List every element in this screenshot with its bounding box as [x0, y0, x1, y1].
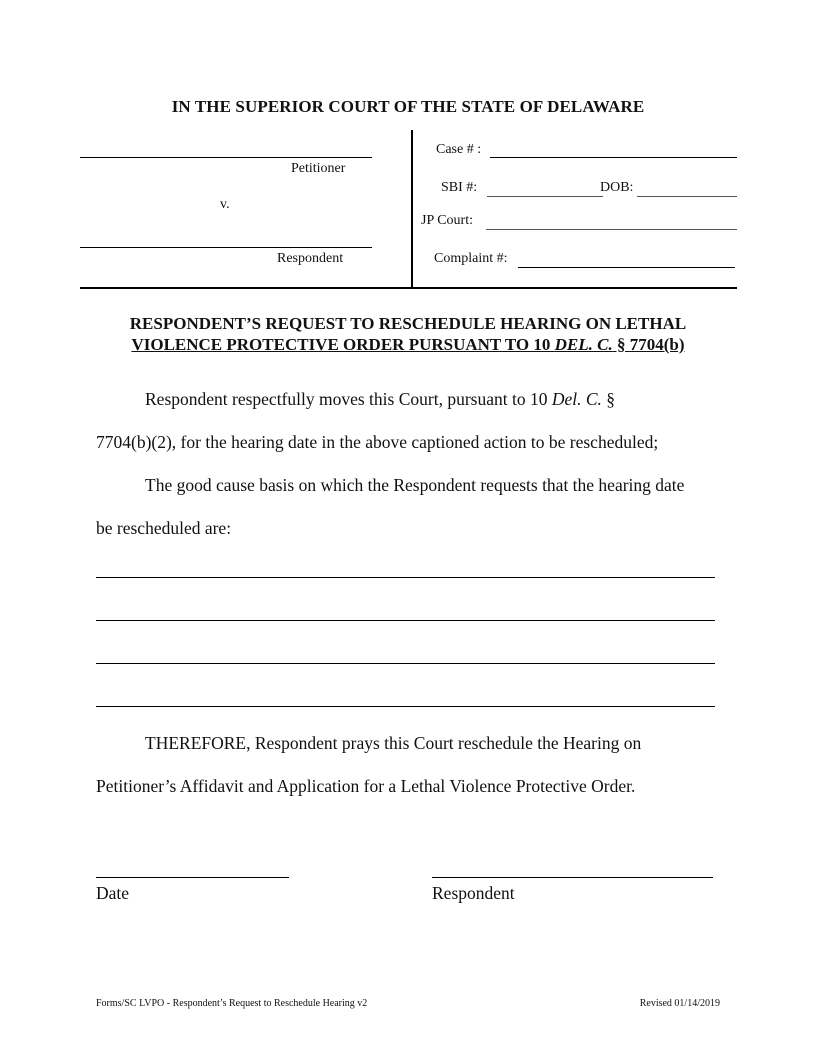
- paragraph-1-line-1: [145, 389, 615, 410]
- p1-italic: Del. C.: [551, 389, 602, 409]
- case-number-label: Case # :: [436, 142, 482, 157]
- footer-form-id: Forms/SC LVPO - Respondent’s Request to Reschedule Hearing v2: [96, 998, 368, 1009]
- date-signature-field[interactable]: [96, 877, 289, 878]
- paragraph-2-line-1: The good cause basis on which the Respondent requests that the hearing date: [145, 475, 685, 495]
- heading-line-2: [0, 334, 816, 355]
- heading-line-2-suffix: § 7704(b): [612, 335, 685, 354]
- versus-label: v.: [220, 197, 230, 212]
- petitioner-label: Petitioner: [291, 161, 346, 176]
- jp-court-label: JP Court:: [421, 213, 473, 228]
- caption-divider: [411, 130, 413, 288]
- paragraph-3-line-2: Petitioner’s Affidavit and Application for a Lethal Violence Protective Order.: [96, 776, 636, 796]
- heading-line-2-italic: DEL. C.: [554, 335, 613, 354]
- good-cause-line-1[interactable]: [96, 577, 715, 578]
- sbi-field[interactable]: [487, 196, 603, 197]
- caption-bottom-rule: [80, 287, 737, 289]
- paragraph-1-line-2: 7704(b)(2), for the hearing date in the above captioned action to be rescheduled;: [96, 432, 659, 452]
- sbi-label: SBI #:: [441, 180, 478, 195]
- document-heading: [0, 313, 816, 355]
- respondent-caption-label: Respondent: [277, 251, 344, 266]
- petitioner-name-field[interactable]: [80, 157, 372, 158]
- date-label: Date: [96, 883, 130, 903]
- respondent-name-field[interactable]: [80, 247, 372, 248]
- dob-label: DOB:: [600, 180, 634, 195]
- heading-line-1: RESPONDENT’S REQUEST TO RESCHEDULE HEARING ON LETHAL: [129, 314, 687, 333]
- heading-line-2-prefix: VIOLENCE PROTECTIVE ORDER PURSUANT TO 10: [131, 335, 555, 354]
- court-title: IN THE SUPERIOR COURT OF THE STATE OF DELAWARE: [171, 97, 645, 116]
- good-cause-line-2[interactable]: [96, 620, 715, 621]
- case-number-field[interactable]: [490, 157, 737, 158]
- respondent-signature-label: Respondent: [432, 883, 515, 903]
- good-cause-line-3[interactable]: [96, 663, 715, 664]
- p1-suffix: §: [601, 389, 616, 409]
- complaint-number-field[interactable]: [518, 267, 735, 268]
- good-cause-line-4[interactable]: [96, 706, 715, 707]
- respondent-signature-field[interactable]: [432, 877, 713, 878]
- footer-revised-date: Revised 01/14/2019: [639, 998, 720, 1009]
- paragraph-3-line-1: THEREFORE, Respondent prays this Court reschedule the Hearing on: [145, 733, 642, 753]
- jp-court-field[interactable]: [486, 229, 737, 230]
- p1-text: Respondent respectfully moves this Court, pursuant to 10: [145, 389, 552, 409]
- complaint-number-label: Complaint #:: [434, 251, 508, 266]
- dob-field[interactable]: [637, 196, 737, 197]
- paragraph-2-line-2: be rescheduled are:: [96, 518, 232, 538]
